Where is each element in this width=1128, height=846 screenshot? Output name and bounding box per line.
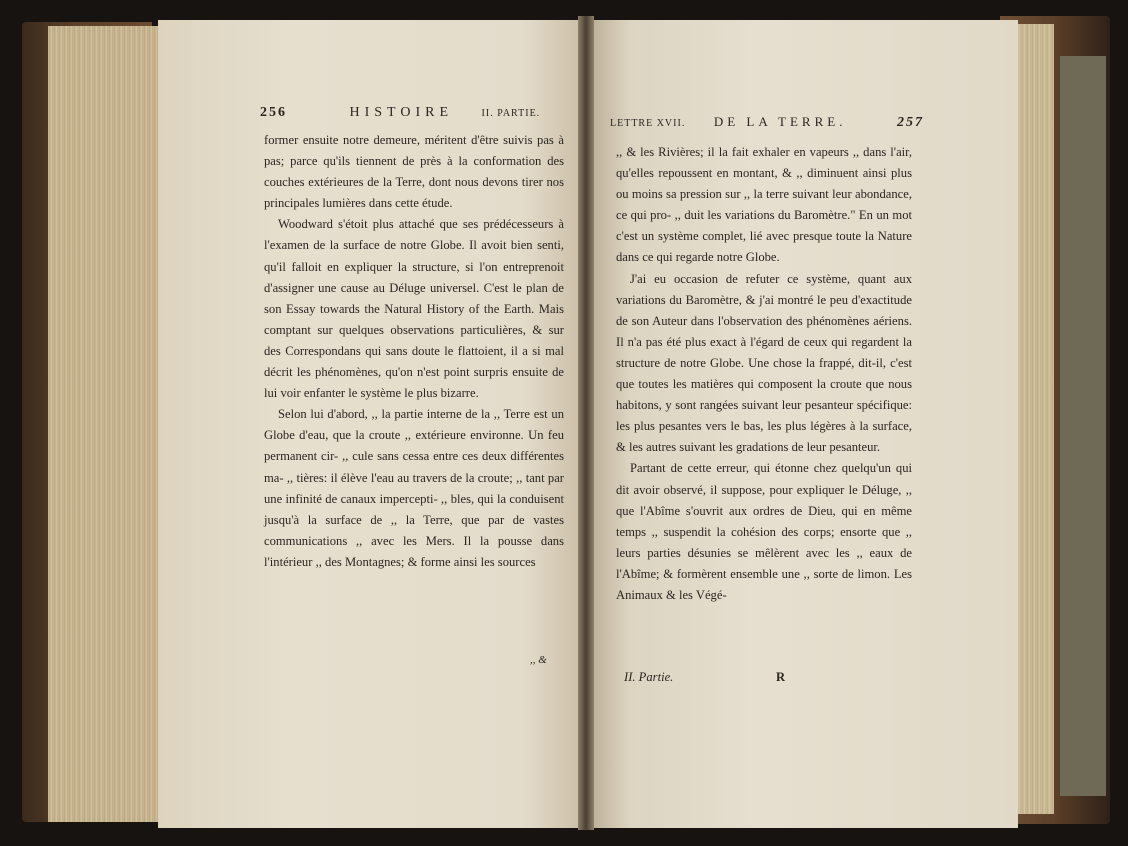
right-running-title: DE LA TERRE. — [713, 114, 847, 129]
footer-part-label: II. Partie. — [624, 670, 674, 684]
paragraph: ,, & les Rivières; il la fait exhaler en vapeurs ,, dans l'air, qu'elles repoussent en montant, & ,, diminuent ainsi plus ou moins sa pression sur ,, la terre suivant leur abondance, ce qui pro- ,, duit les variations du Baromètre." En un mot c'est un système complet, lié avec presque toute la Nature dans ce qui regarde notre Globe. — [616, 145, 912, 265]
book-gutter — [578, 16, 594, 830]
open-book — [22, 16, 1110, 830]
paragraph: Woodward s'étoit plus attaché que ses prédécesseurs à l'examen de la surface de notre Globe. Il avoit bien senti, qu'il falloit en expliquer la structure, si l'on entreprenoit d'assigner une cause au Déluge universel. C'est le plan de son Essay towards the Natural History of the Earth. Mais comptant sur quelques observations particulières, & sur des Correspondans qui sans doute le flattoient, il a si mal décrit les phénomènes, qu'on n'est point surpris ensuite de lui voir enfanter le système le plus bizarre. — [264, 217, 564, 401]
right-board-cloth — [1060, 56, 1106, 796]
paragraph: Partant de cette erreur, qui étonne chez quelqu'un qui dit avoir observé, il suppose, pour expliquer le Déluge, ,, que l'Abîme s'ouvrit aux ordres de Dieu, qui en même temps ,, suspendit la cohésion des corps; ensorte que ,, leurs parties désunies se mêlèrent avec les ,, eaux de l'Abîme; & formèrent ensemble une ,, sorte de limon. Les Animaux & les Végé- — [616, 461, 912, 602]
left-page-body — [264, 130, 564, 573]
right-page-number: 257 — [896, 115, 924, 130]
left-page-header — [260, 104, 570, 121]
right-page-footer — [624, 670, 874, 685]
left-part-label: II. PARTIE. — [481, 108, 541, 119]
right-page-header — [610, 114, 924, 131]
signature-mark: R — [776, 670, 786, 684]
paragraph: former ensuite notre demeure, méritent d'être suivis pas à pas; parce qu'ils tiennent de près à la conformation des couches extérieures de la Terre, dont nous devons tirer nos principales lumières dans cette étude. — [264, 133, 564, 211]
right-page — [586, 20, 1018, 828]
paragraph: J'ai eu occasion de refuter ce système, quant aux variations du Baromètre, & j'ai montré le peu d'exactitude de son Auteur dans l'observation des phénomènes aériens. Il n'a pas été plus exact à l'égard de ceux qui regardent la structure de notre Globe. Une chose la frappé, dit-il, c'est que toutes les matières qui composent la croute que nous habitons, y sont rangées suivant leur pesanteur spécifique: les plus pesantes vers le bas, les plus légères à la surface, & les autres suivant les gradations de leur pesanteur. — [616, 271, 912, 455]
left-page-number: 256 — [260, 105, 287, 120]
left-catchword: ,, & — [530, 654, 547, 666]
right-page-body — [616, 142, 912, 606]
paragraph: Selon lui d'abord, ,, la partie interne de la ,, Terre est un Globe d'eau, que la croute ,, extérieure environne. Un feu permanent cir- ,, cule sans cessa entre ces deux différentes ma- ,, tières: il élève l'eau au travers de la croute; ,, tant par une infinité de canaux impercepti- ,, bles, qui la conduisent jusqu'à la surface de ,, la Terre, que par de vastes communications ,, avec les Mers. Il la pousse dans l'intérieur ,, des Montagnes; & forme ainsi les sources — [264, 407, 564, 569]
left-running-title: HISTOIRE — [349, 105, 454, 120]
left-page — [158, 20, 586, 828]
right-letter-label: LETTRE XVII. — [610, 118, 686, 129]
left-page-edges — [48, 26, 166, 822]
